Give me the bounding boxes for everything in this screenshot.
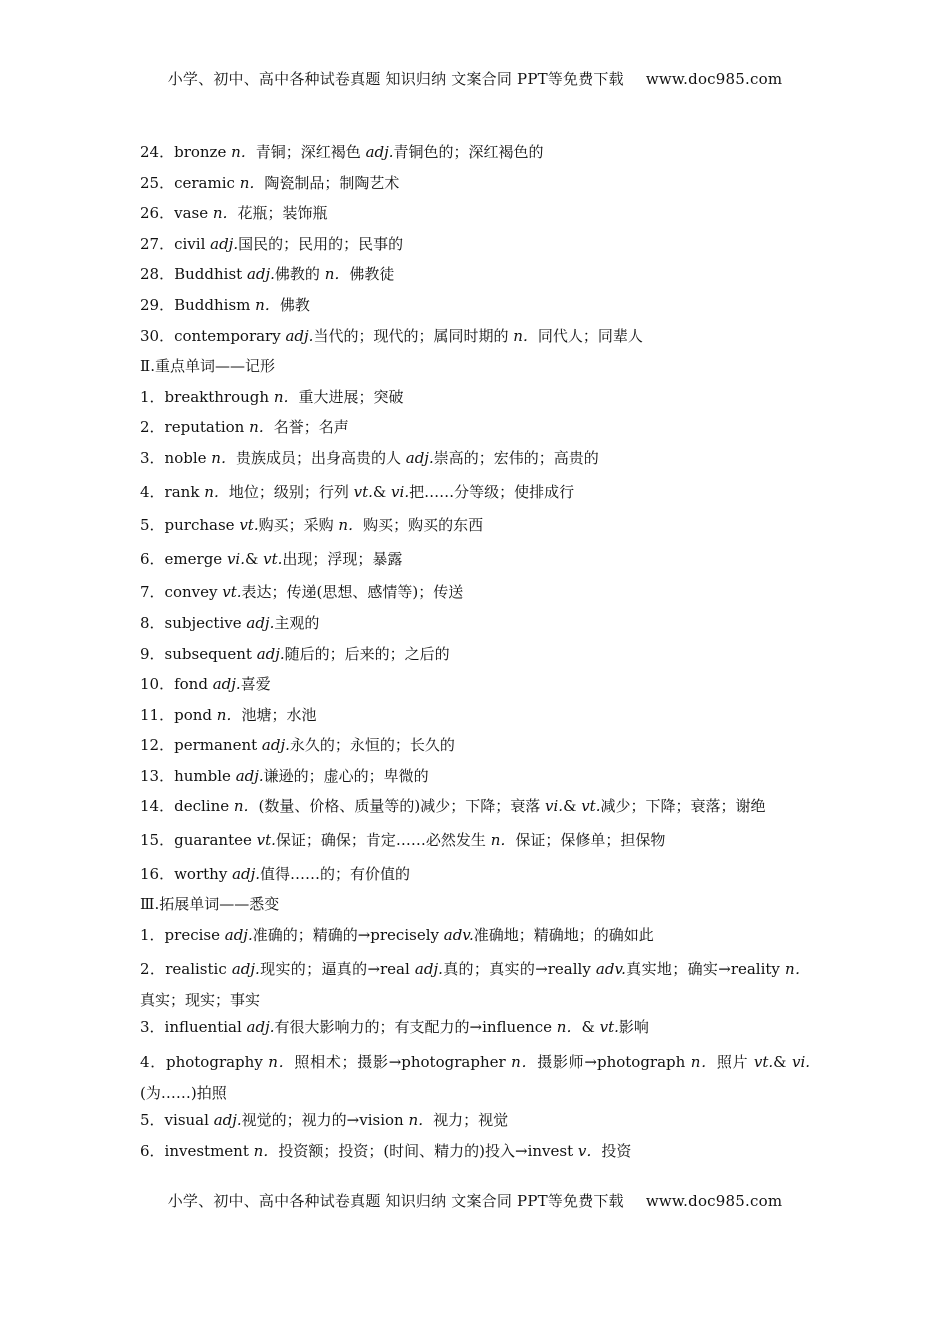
definition: 真的；真实的→really	[442, 960, 596, 979]
definition: 佛教	[279, 295, 310, 314]
part-of-speech: n．	[204, 482, 229, 501]
part-of-speech: adj.	[246, 265, 275, 284]
definition: 青铜色的；深红褐色的	[393, 143, 544, 161]
headword: permanent	[174, 736, 262, 755]
part-of-speech: n．	[690, 1053, 717, 1072]
definition: &	[581, 1018, 600, 1037]
part-of-speech: n．	[513, 326, 538, 345]
definition: 国民的；民用的；民事的	[238, 234, 404, 253]
part-of-speech: n．	[216, 705, 242, 724]
part-of-speech: vt.	[263, 549, 283, 568]
part-of-speech: n．	[408, 1111, 434, 1130]
definition: 当代的；现代的；属同时期的	[313, 326, 514, 345]
vocab-entry	[140, 1141, 810, 1161]
definition: 值得……的；有价值的	[260, 864, 411, 883]
part-of-speech: vt.	[256, 831, 276, 850]
definition: 同代人；同辈人	[537, 326, 643, 345]
headword: civil	[174, 234, 211, 253]
definition: 现实的；逼真的→real	[259, 960, 415, 979]
vocab-entry	[140, 203, 810, 223]
vocab-entry	[140, 1017, 810, 1037]
part-of-speech: adj.	[365, 143, 394, 161]
definition: 投资额；投资；(时间、精力的)投入→invest	[278, 1141, 578, 1160]
vocab-entry	[140, 387, 810, 407]
vocab-entry	[140, 142, 810, 162]
part-of-speech: vt.	[239, 516, 259, 535]
entry-number: 24．	[140, 143, 175, 161]
headword: subjective	[164, 613, 247, 632]
definition: 池塘；水池	[241, 705, 317, 724]
part-of-speech: v．	[577, 1141, 602, 1160]
part-of-speech: n．	[324, 265, 350, 284]
definition: 保证；保修单；担保物	[515, 831, 666, 850]
section-heading-key-words: Ⅱ.重点单词——记形	[140, 357, 275, 376]
definition: 真实；现实；事实	[140, 991, 261, 1010]
headword: rank	[164, 482, 205, 501]
part-of-speech: adj.	[414, 960, 443, 979]
part-of-speech: vt.	[753, 1053, 774, 1072]
entry-number: 13．	[140, 766, 175, 785]
definition: 投资	[601, 1141, 632, 1160]
part-of-speech: vi.	[545, 797, 564, 816]
headword: realistic	[165, 960, 232, 979]
part-of-speech: n．	[239, 173, 265, 192]
part-of-speech: vi.	[791, 1053, 811, 1072]
part-of-speech: adj.	[235, 766, 264, 785]
part-of-speech: adj.	[213, 1111, 242, 1130]
definition: 照片	[716, 1053, 754, 1072]
definition: 随后的；后来的；之后的	[284, 644, 450, 663]
part-of-speech: n．	[249, 418, 274, 437]
definition: 地位；级别；行列	[228, 482, 354, 501]
headword: breakthrough	[164, 387, 274, 406]
part-of-speech: n．	[490, 831, 516, 850]
headword: emerge	[164, 549, 227, 568]
entry-number: 25．	[140, 173, 175, 192]
definition: 青铜；深红褐色	[255, 143, 366, 161]
banner-url[interactable]: www.doc985.com	[645, 1192, 783, 1210]
vocab-entry	[140, 613, 810, 633]
entry-number: 4．	[140, 482, 165, 501]
definition: &	[245, 549, 264, 568]
headword: noble	[164, 448, 212, 467]
headword: subsequent	[164, 644, 257, 663]
definition: 花瓶；装饰瓶	[237, 204, 328, 223]
headword: ceramic	[174, 173, 240, 192]
part-of-speech: adj.	[256, 644, 285, 663]
headword: pond	[174, 705, 217, 724]
definition: 喜爱	[240, 675, 271, 694]
part-of-speech: vt.	[353, 482, 373, 501]
vocab-entry	[140, 644, 810, 664]
vocab-entry	[140, 735, 810, 755]
definition: 名誉；名声	[273, 418, 349, 437]
part-of-speech: adj.	[210, 234, 239, 253]
vocab-entry	[140, 417, 810, 437]
headword: Buddhist	[174, 265, 247, 284]
part-of-speech: n．	[253, 1141, 279, 1160]
definition: (为……)拍照	[140, 1084, 227, 1103]
part-of-speech: n．	[255, 295, 280, 314]
entry-number: 3．	[140, 448, 165, 467]
part-of-speech: adj.	[231, 960, 260, 979]
entry-number: 1．	[140, 387, 165, 406]
entry-number: 1．	[140, 925, 165, 944]
headword: visual	[164, 1111, 214, 1130]
definition: 准确的；精确的→precisely	[252, 925, 444, 944]
definition: (数量、价格、质量等的)减少；下降；衰落	[258, 797, 546, 816]
section-heading-extended-words: Ⅲ.拓展单词——悉变	[140, 895, 280, 914]
vocab-entry	[140, 1047, 810, 1109]
part-of-speech: n．	[233, 797, 259, 816]
headword: decline	[174, 797, 234, 816]
part-of-speech: adj.	[232, 864, 261, 883]
headword: photography	[165, 1053, 269, 1072]
definition: 购买；采购	[258, 516, 339, 535]
entry-number: 5．	[140, 1111, 165, 1130]
definition: 照相术；摄影→photographer	[294, 1053, 512, 1072]
definition: 主观的	[274, 613, 320, 632]
definition: &	[372, 482, 392, 501]
definition: &	[773, 1053, 792, 1072]
definition: 陶瓷制品；制陶艺术	[264, 173, 400, 192]
definition: 把……分等级；使排成行	[409, 482, 575, 501]
entry-number: 27．	[140, 234, 175, 253]
vocab-entry	[140, 864, 810, 884]
headword: contemporary	[174, 326, 286, 345]
vocab-entry	[140, 766, 810, 786]
headword: fond	[174, 675, 213, 694]
definition: 购买；购买的东西	[363, 516, 484, 535]
part-of-speech: n．	[211, 448, 236, 467]
vocab-entry	[140, 482, 810, 502]
vocab-entry	[140, 549, 810, 569]
headword: humble	[174, 766, 236, 785]
section-core-vocab-continued	[140, 142, 810, 346]
definition: 谦逊的；虚心的；卑微的	[263, 766, 429, 785]
entry-number: 9．	[140, 644, 165, 663]
definition: &	[563, 797, 582, 816]
part-of-speech: n．	[212, 204, 238, 223]
definition: 贵族成员；出身高贵的人	[235, 448, 406, 467]
header-banner	[0, 68, 950, 89]
definition: 崇高的；宏伟的；高贵的	[433, 448, 599, 467]
vocab-entry	[140, 1110, 810, 1130]
vocab-entry	[140, 448, 810, 468]
entry-number: 6．	[140, 1141, 165, 1160]
headword: investment	[164, 1141, 254, 1160]
definition: 表达；传递(思想、感情等)；传送	[241, 583, 464, 602]
headword: reputation	[164, 418, 250, 437]
definition: 永久的；永恒的；长久的	[289, 736, 455, 755]
vocabulary-list	[140, 142, 810, 1171]
entry-number: 2．	[140, 418, 165, 437]
entry-number: 6．	[140, 549, 165, 568]
vocab-entry	[140, 925, 810, 945]
vocab-entry	[140, 954, 810, 1016]
entry-number: 16．	[140, 864, 175, 883]
entry-number: 26．	[140, 204, 175, 223]
headword: worthy	[174, 864, 233, 883]
vocab-entry	[140, 234, 810, 254]
part-of-speech: n．	[785, 960, 811, 979]
part-of-speech: vt.	[581, 797, 601, 816]
vocab-entry	[140, 295, 810, 315]
footer-banner	[0, 1190, 950, 1211]
entry-number: 15．	[140, 831, 175, 850]
part-of-speech: n．	[511, 1053, 538, 1072]
entry-number: 7．	[140, 583, 165, 602]
headword: vase	[174, 204, 213, 223]
vocab-entry	[140, 515, 810, 535]
vocab-entry	[140, 830, 810, 850]
vocab-entry	[140, 674, 810, 694]
entry-number: 28．	[140, 265, 175, 284]
part-of-speech: adj.	[224, 925, 253, 944]
part-of-speech: vi.	[226, 549, 245, 568]
entry-number: 29．	[140, 295, 175, 314]
entry-number: 3．	[140, 1018, 165, 1037]
entry-number: 11．	[140, 705, 175, 724]
part-of-speech: adj.	[285, 326, 314, 345]
definition: 视力；视觉	[433, 1111, 509, 1130]
part-of-speech: adj.	[246, 613, 275, 632]
vocab-entry	[140, 705, 810, 725]
headword: guarantee	[174, 831, 257, 850]
part-of-speech: adj.	[246, 1018, 275, 1037]
entry-number: 14．	[140, 797, 175, 816]
entry-number: 10．	[140, 675, 175, 694]
part-of-speech: n．	[338, 516, 364, 535]
entry-number: 5．	[140, 516, 165, 535]
headword: convey	[164, 583, 223, 602]
definition: 准确地；精确地；的确如此	[473, 925, 654, 944]
headword: bronze	[174, 143, 232, 161]
section-key-words	[140, 387, 810, 884]
headword: influential	[164, 1018, 247, 1037]
definition: 减少；下降；衰落；谢绝	[600, 797, 766, 816]
entry-number: 4．	[140, 1053, 166, 1072]
part-of-speech: adj.	[212, 675, 241, 694]
definition: 有很大影响力的；有支配力的→influence	[274, 1018, 557, 1037]
part-of-speech: n．	[231, 143, 256, 161]
headword: purchase	[164, 516, 240, 535]
part-of-speech: adj.	[261, 736, 290, 755]
banner-text: 小学、初中、高中各种试卷真题 知识归纳 文案合同 PPT等免费下载	[167, 70, 624, 88]
entry-number: 30．	[140, 326, 175, 345]
vocab-entry	[140, 173, 810, 193]
part-of-speech: vi.	[391, 482, 410, 501]
definition: 出现；浮现；暴露	[282, 549, 403, 568]
definition: 重大进展；突破	[298, 387, 404, 406]
part-of-speech: vt.	[222, 583, 242, 602]
part-of-speech: n．	[273, 387, 299, 406]
part-of-speech: n．	[268, 1053, 295, 1072]
headword: precise	[164, 925, 225, 944]
part-of-speech: adv.	[595, 960, 626, 979]
part-of-speech: vt.	[599, 1018, 619, 1037]
definition: 视觉的；视力的→vision	[241, 1111, 409, 1130]
definition: 佛教的	[274, 265, 325, 284]
vocab-entry	[140, 326, 810, 346]
vocab-entry	[140, 796, 810, 816]
entry-number: 2．	[140, 960, 166, 979]
entry-number: 12．	[140, 736, 175, 755]
definition: 真实地；确实→reality	[625, 960, 786, 979]
part-of-speech: adv.	[443, 925, 474, 944]
entry-number: 8．	[140, 613, 165, 632]
definition: 保证；确保；肯定……必然发生	[275, 831, 491, 850]
definition: 影响	[618, 1018, 649, 1037]
part-of-speech: n．	[556, 1018, 582, 1037]
section-extended-words	[140, 925, 810, 1161]
vocab-entry	[140, 582, 810, 602]
vocab-entry	[140, 264, 810, 284]
banner-url[interactable]: www.doc985.com	[645, 70, 783, 88]
banner-text: 小学、初中、高中各种试卷真题 知识归纳 文案合同 PPT等免费下载	[167, 1192, 624, 1210]
headword: Buddhism	[174, 295, 256, 314]
part-of-speech: adj.	[405, 448, 434, 467]
definition: 佛教徒	[349, 265, 395, 284]
definition: 摄影师→photograph	[537, 1053, 691, 1072]
